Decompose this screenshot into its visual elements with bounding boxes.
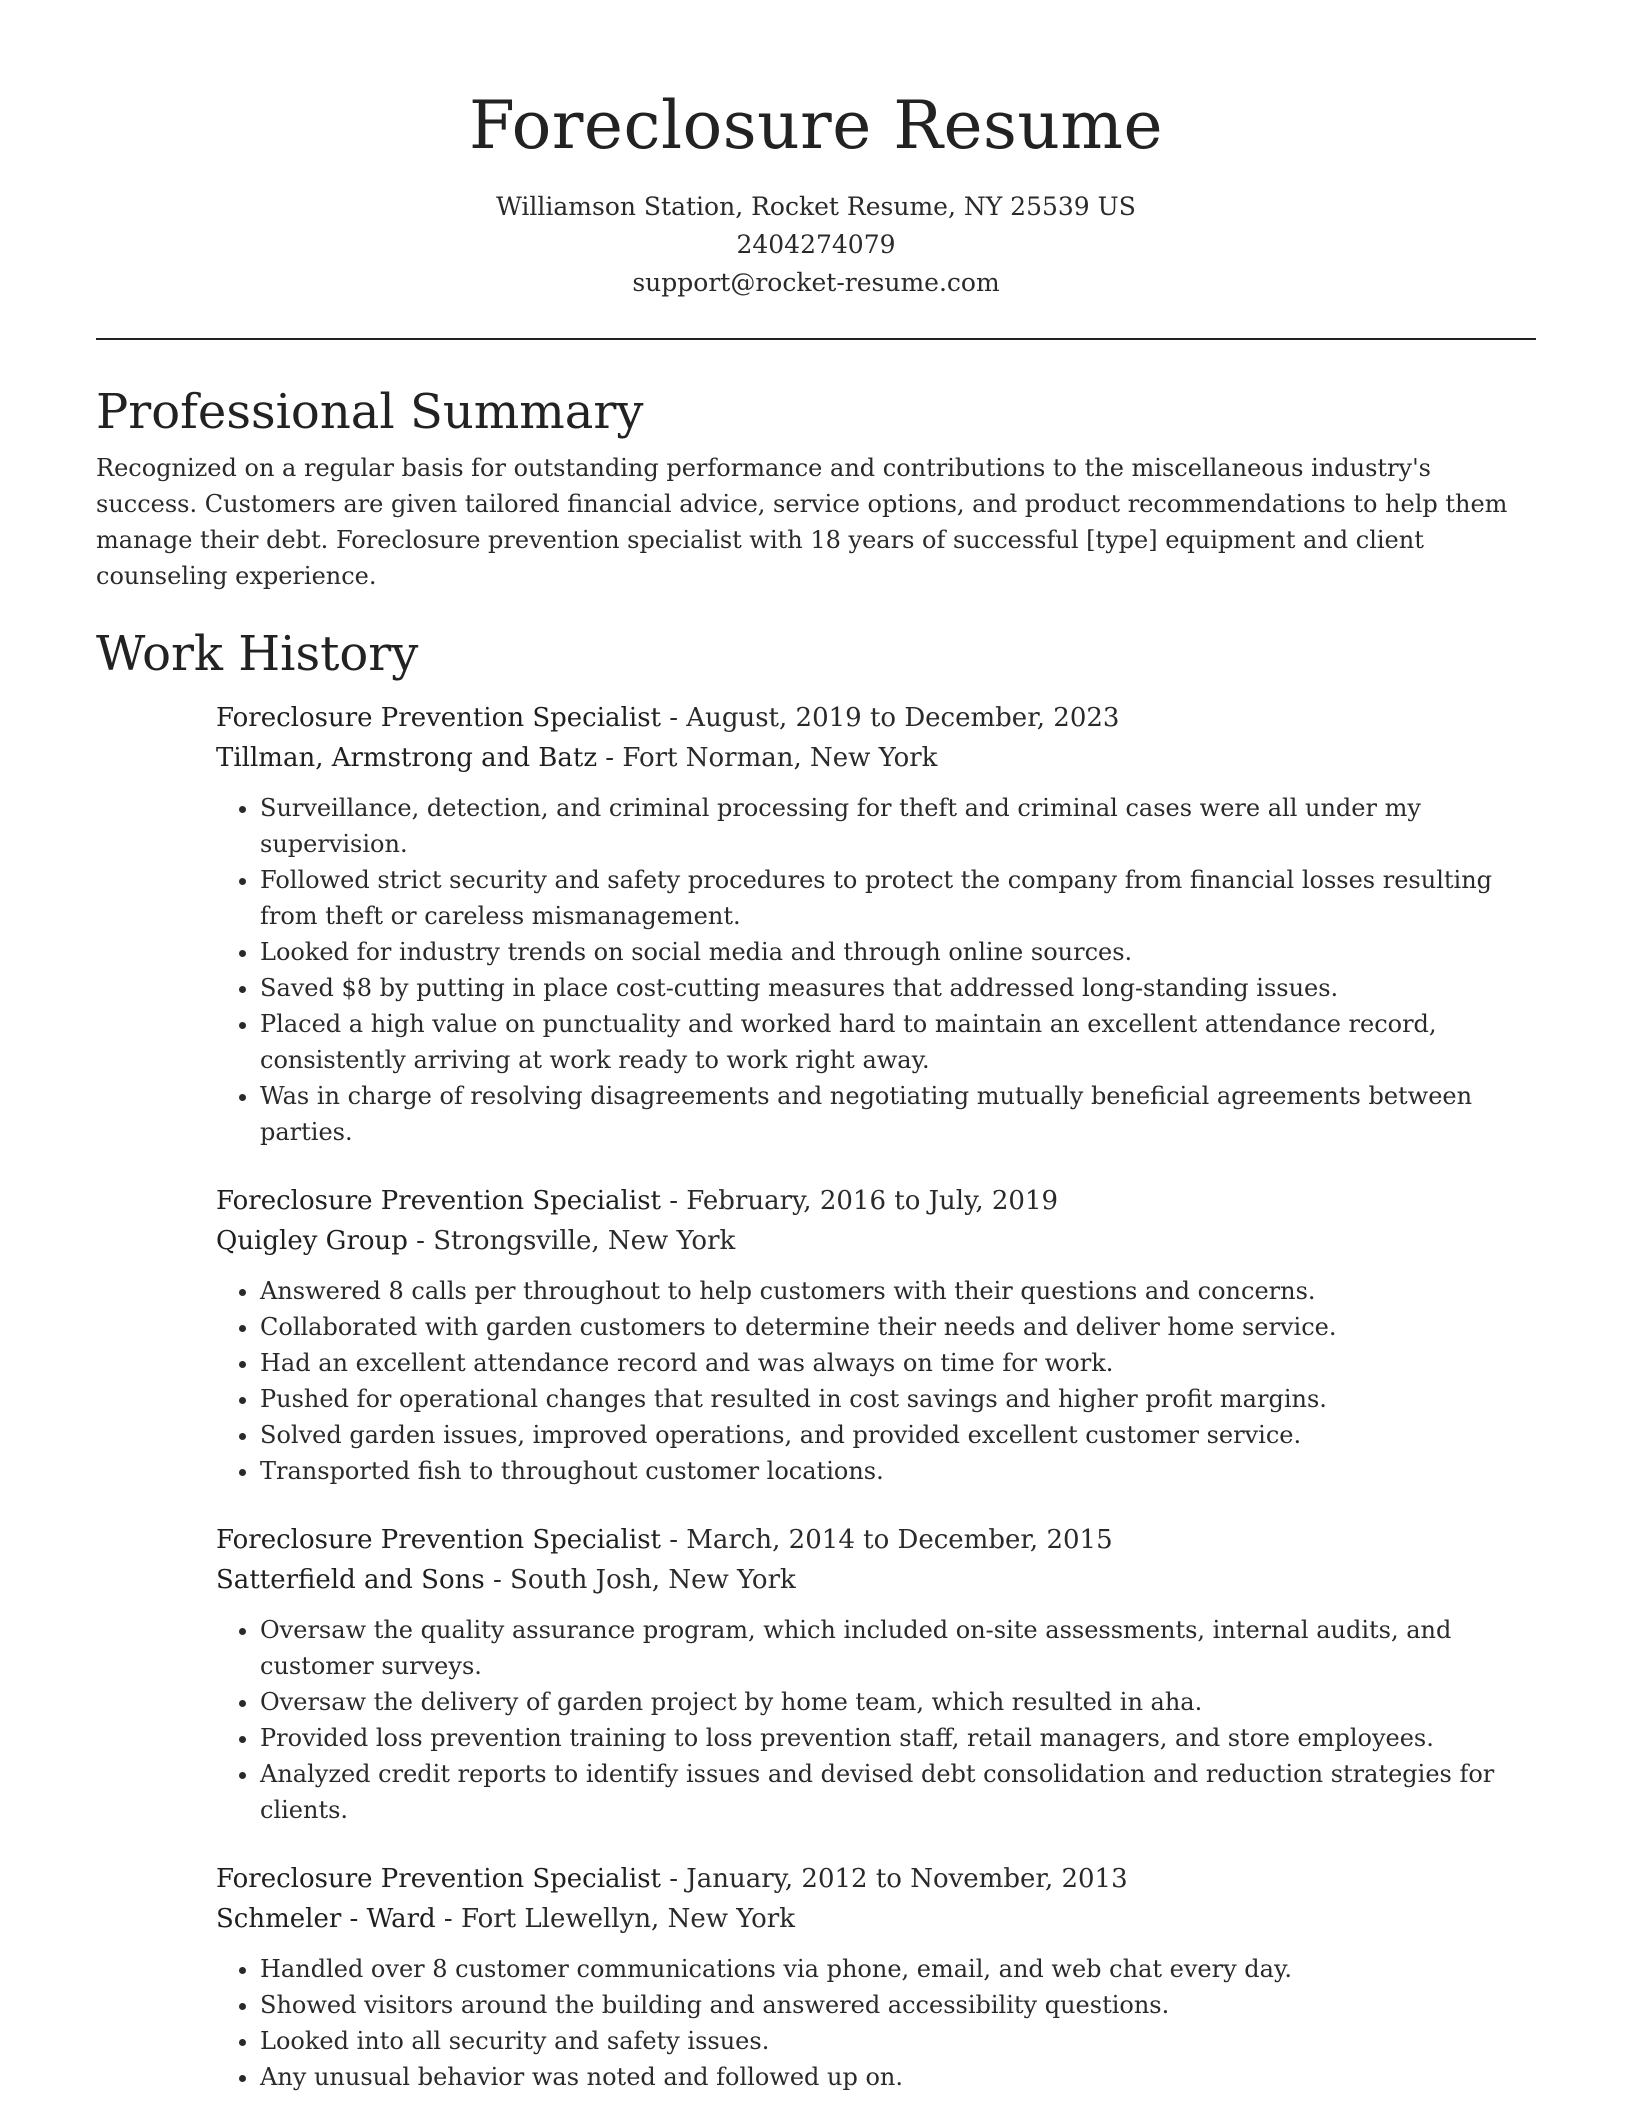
contact-address: Williamson Station, Rocket Resume, NY 25539 US — [496, 192, 1136, 221]
job-bullet: • Any unusual behavior was noted and followed up on. — [260, 2059, 1536, 2095]
job-bullets — [216, 1612, 1536, 1828]
job-company-line — [216, 1560, 1536, 1600]
job-list — [216, 698, 1536, 2095]
job-company-line — [216, 738, 1536, 778]
job-role: Foreclosure Prevention Specialist — [216, 1186, 661, 1216]
job-entry — [216, 698, 1536, 1150]
job-bullet: • Looked into all security and safety issues. — [260, 2023, 1536, 2059]
job-bullet: • Oversaw the quality assurance program, which included on-site assessments, internal audits, and customer surveys. — [260, 1612, 1536, 1684]
job-role: Foreclosure Prevention Specialist — [216, 1525, 661, 1555]
job-location: - Fort Llewellyn, New York — [435, 1904, 795, 1934]
job-bullet: • Pushed for operational changes that resulted in cost savings and higher profit margins. — [260, 1381, 1536, 1417]
contact-email: support@rocket-resume.com — [632, 268, 1000, 297]
job-bullet: • Oversaw the delivery of garden project by home team, which resulted in aha. — [260, 1684, 1536, 1720]
job-dates: - February, 2016 to July, 2019 — [660, 1186, 1059, 1216]
job-bullet: • Handled over 8 customer communications via phone, email, and web chat every day. — [260, 1951, 1536, 1987]
summary-section — [96, 382, 1536, 594]
job-bullet: • Looked for industry trends on social media and through online sources. — [260, 934, 1536, 970]
work-history-section — [96, 624, 1536, 2095]
job-entry — [216, 1181, 1536, 1489]
job-bullet: • Placed a high value on punctuality and worked hard to maintain an excellent attendance record, consistently arriving at work ready to work right away. — [260, 1006, 1536, 1078]
job-bullets — [216, 1273, 1536, 1489]
job-bullet: • Followed strict security and safety procedures to protect the company from financial losses resulting from theft or careless mismanagement. — [260, 862, 1536, 934]
job-bullet: • Was in charge of resolving disagreements and negotiating mutually beneficial agreements between parties. — [260, 1078, 1536, 1150]
job-bullet: • Surveillance, detection, and criminal processing for theft and criminal cases were all under my supervision. — [260, 790, 1536, 862]
job-title-line — [216, 1181, 1536, 1221]
summary-text: Recognized on a regular basis for outstanding performance and contributions to the miscellaneous industry's success. Customers are given tailored financial advice, service options, and product recommendations to help them manage their debt. Foreclosure prevention specialist with 18 years of successful [type] equipment and client counseling experience. — [96, 454, 1508, 590]
resume-page — [96, 0, 1536, 2095]
job-bullets — [216, 790, 1536, 1150]
job-location: - South Josh, New York — [484, 1565, 796, 1595]
job-title-line — [216, 698, 1536, 738]
job-company: Tillman, Armstrong and Batz — [216, 743, 598, 773]
job-title-line — [216, 1520, 1536, 1560]
contact-phone: 2404274079 — [736, 230, 896, 259]
job-bullet: • Answered 8 calls per throughout to help customers with their questions and concerns. — [260, 1273, 1536, 1309]
job-company-line — [216, 1221, 1536, 1261]
job-dates: - January, 2012 to November, 2013 — [660, 1864, 1128, 1894]
job-title-line — [216, 1859, 1536, 1899]
job-dates: - March, 2014 to December, 2015 — [660, 1525, 1113, 1555]
job-entry — [216, 1520, 1536, 1828]
job-company: Quigley Group — [216, 1226, 408, 1256]
job-company-line — [216, 1899, 1536, 1939]
job-bullet: • Had an excellent attendance record and was always on time for work. — [260, 1345, 1536, 1381]
summary-heading: Professional Summary — [96, 384, 644, 440]
job-bullet: • Provided loss prevention training to loss prevention staff, retail managers, and store employees. — [260, 1720, 1536, 1756]
job-location: - Fort Norman, New York — [597, 743, 938, 773]
job-location: - Strongsville, New York — [407, 1226, 736, 1256]
work-history-heading: Work History — [96, 626, 419, 682]
resume-title: Foreclosure Resume — [468, 87, 1164, 164]
contact-block — [96, 188, 1536, 302]
job-bullet: • Solved garden issues, improved operations, and provided excellent customer service. — [260, 1417, 1536, 1453]
job-bullet: • Collaborated with garden customers to determine their needs and deliver home service. — [260, 1309, 1536, 1345]
job-company: Satterfield and Sons — [216, 1565, 485, 1595]
job-bullet: • Saved $8 by putting in place cost-cutting measures that addressed long-standing issues. — [260, 970, 1536, 1006]
resume-header — [96, 0, 1536, 302]
job-entry — [216, 1859, 1536, 2095]
job-role: Foreclosure Prevention Specialist — [216, 703, 661, 733]
header-divider — [96, 338, 1536, 340]
job-bullet: • Showed visitors around the building and answered accessibility questions. — [260, 1987, 1536, 2023]
job-bullets — [216, 1951, 1536, 2095]
job-dates: - August, 2019 to December, 2023 — [660, 703, 1120, 733]
job-company: Schmeler - Ward — [216, 1904, 436, 1934]
job-role: Foreclosure Prevention Specialist — [216, 1864, 661, 1894]
job-bullet: • Transported fish to throughout customer locations. — [260, 1453, 1536, 1489]
job-bullet: • Analyzed credit reports to identify issues and devised debt consolidation and reduction strategies for clients. — [260, 1756, 1536, 1828]
